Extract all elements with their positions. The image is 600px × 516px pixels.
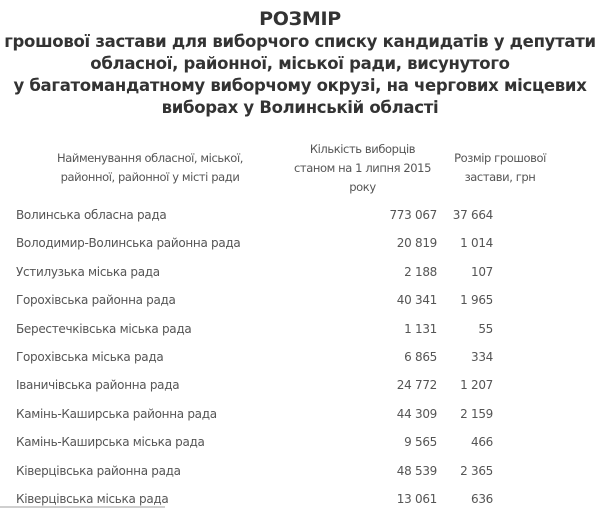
title-line-1: грошової застави для виборчого списку кандидатів у депутати — [4, 32, 596, 51]
voters-count: 2 188 — [404, 264, 437, 279]
council-name: Волинська обласна рада — [16, 208, 167, 222]
table-row — [0, 346, 600, 374]
voters-count: 13 061 — [396, 491, 437, 506]
council-name: Ківерцівська міська рада — [16, 491, 169, 506]
council-name: Іваничівська районна рада — [16, 378, 180, 393]
divider — [0, 506, 165, 508]
document-title — [0, 8, 600, 119]
council-name: Камінь-Каширська районна рада — [16, 406, 217, 421]
column-header-name: Найменування обласної, міської, районної, районної у місті ради — [57, 151, 243, 184]
table-row — [0, 261, 600, 289]
voters-count: 44 309 — [396, 406, 437, 421]
title-line-3: у багатомандатному виборчому окрузі, на чергових місцевих — [13, 76, 587, 95]
voters-count: 40 341 — [396, 293, 437, 308]
table-row — [0, 460, 600, 488]
council-name: Камінь-Каширська міська рада — [16, 435, 205, 450]
title-line-2: обласної, районної, міської ради, висунутого — [90, 54, 510, 73]
table-row — [0, 204, 600, 232]
voters-count: 773 067 — [389, 208, 437, 222]
column-header-voters: Кількість виборців станом на 1 липня 2015 року — [293, 142, 432, 194]
deposit-amount: 2 365 — [460, 463, 493, 478]
deposit-amount: 636 — [470, 491, 493, 506]
voters-count: 20 819 — [396, 236, 437, 251]
voters-count: 48 539 — [396, 463, 437, 478]
deposit-table — [0, 204, 600, 516]
deposit-amount: 1 965 — [460, 293, 493, 308]
column-header-deposit: Розмір грошової застави, грн — [454, 151, 546, 184]
deposit-amount: 107 — [470, 264, 493, 279]
deposit-amount: 466 — [470, 435, 493, 450]
council-name: Устилузька міська рада — [16, 264, 160, 279]
deposit-amount: 1 207 — [460, 378, 493, 393]
council-name: Берестечківська міська рада — [16, 321, 192, 336]
table-row — [0, 318, 600, 346]
deposit-amount: 55 — [478, 321, 493, 336]
deposit-amount: 1 014 — [460, 236, 493, 251]
deposit-amount: 37 664 — [452, 208, 493, 222]
table-row — [0, 374, 600, 402]
deposit-amount: 334 — [470, 349, 493, 364]
title-main: РОЗМІР — [259, 8, 341, 30]
council-name: Горохівська міська рада — [16, 349, 164, 364]
council-name: Ківерцівська районна рада — [16, 463, 181, 478]
table-row — [0, 289, 600, 317]
voters-count: 1 131 — [404, 321, 437, 336]
council-name: Горохівська районна рада — [16, 293, 176, 308]
table-row — [0, 488, 600, 516]
title-line-4: виборах у Волинській області — [161, 98, 439, 117]
voters-count: 6 865 — [404, 349, 437, 364]
voters-count: 9 565 — [404, 435, 437, 450]
deposit-amount: 2 159 — [460, 406, 493, 421]
council-name: Володимир-Волинська районна рада — [16, 236, 241, 251]
table-row — [0, 232, 600, 260]
table-row — [0, 403, 600, 431]
voters-count: 24 772 — [396, 378, 437, 393]
table-row — [0, 431, 600, 459]
